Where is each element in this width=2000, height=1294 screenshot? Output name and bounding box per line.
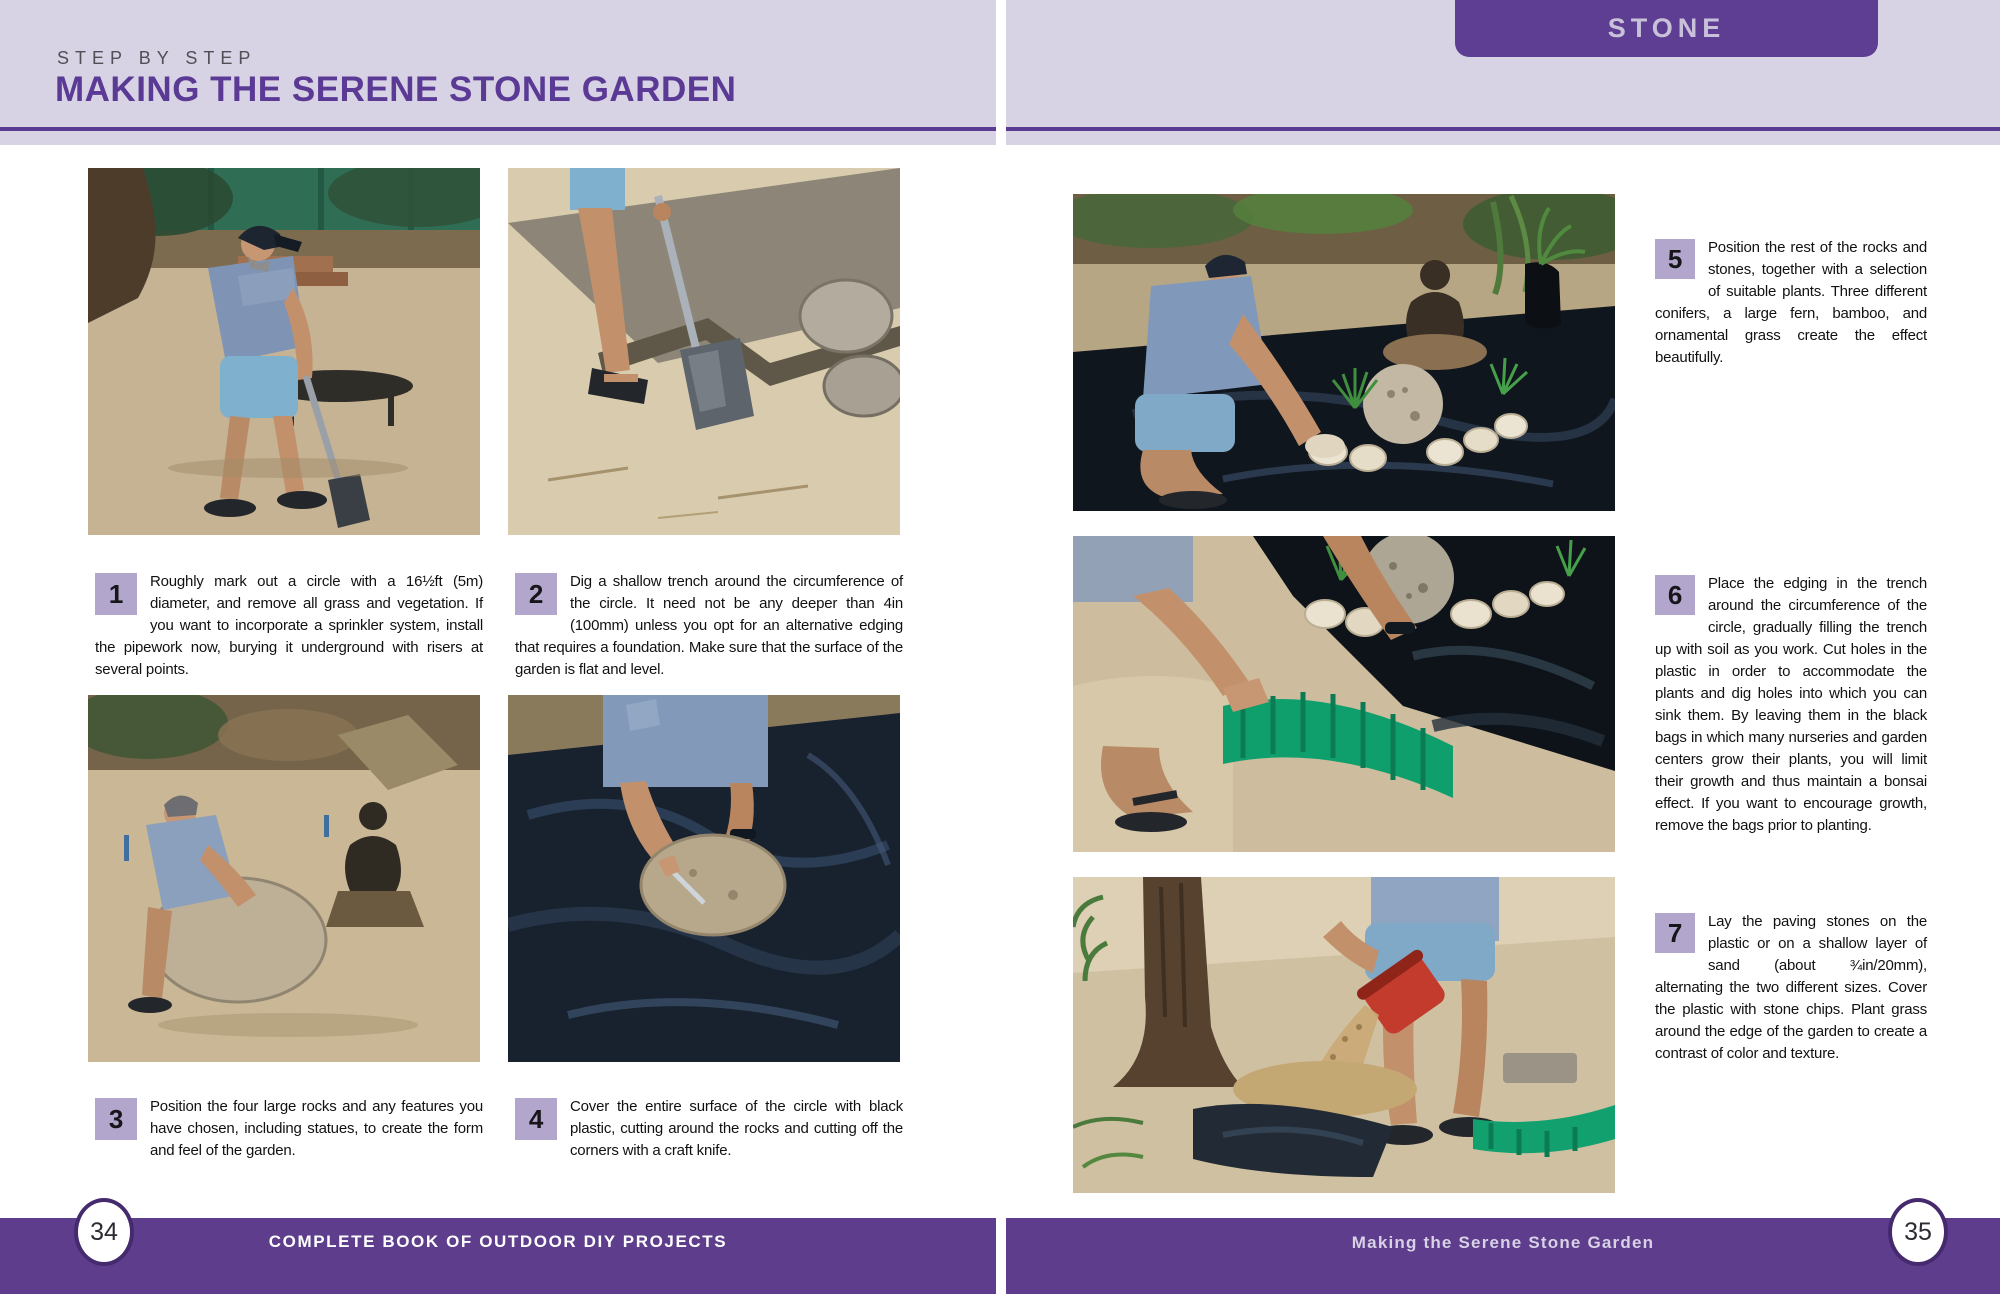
step-text-5: Position the rest of the rocks and stones, together with a selection of suitable plants. Three different conifers, a large fern, bamboo, and ornamental grass create the effect beautifully. [1655, 239, 1927, 366]
caption-step-2 [515, 571, 903, 681]
step-number-1: 1 [95, 573, 137, 615]
section-tab-stone [1455, 0, 1878, 57]
photo-step-3-illustration [88, 695, 480, 1062]
page-left [0, 0, 996, 1294]
step-text-7: Lay the paving stones on the plastic or on a shallow layer of sand (about ¾in/20mm), alternating the two different sizes. Cover the plastic with stone chips. Plant grass around the edge of the garden to create a contrast of color and texture. [1655, 913, 1927, 1062]
photo-step-6-illustration [1073, 536, 1615, 852]
section-tab-label: STONE [1607, 13, 1726, 43]
footer-chapter-title: Making the Serene Stone Garden [1351, 1233, 1655, 1252]
step-number-6: 6 [1655, 575, 1695, 615]
photo-step-7-illustration [1073, 877, 1615, 1193]
step-text-2: Dig a shallow trench around the circumference of the circle. It need not be any deeper than 4in (100mm) unless you opt for an alternative edging that requires a foundation. Make sure that the surface of the garden is flat and level. [515, 573, 903, 678]
step-number-7: 7 [1655, 913, 1695, 953]
page-title: MAKING THE SERENE STONE GARDEN [55, 70, 737, 109]
step-text-1: Roughly mark out a circle with a 16½ft (5m) diameter, and remove all grass and vegetation. If you want to incorporate a sprinkler system, install the pipework now, burying it underground with risers at several points. [95, 573, 483, 678]
photo-step-4 [508, 695, 900, 1062]
caption-step-7 [1655, 911, 1927, 1065]
caption-step-1 [95, 571, 483, 681]
step-number-3: 3 [95, 1098, 137, 1140]
photo-step-1-illustration [88, 168, 480, 535]
photo-step-5-illustration [1073, 194, 1615, 511]
footer-bar-left [0, 1218, 996, 1294]
footer-bar-right [1006, 1218, 2000, 1294]
step-number-4: 4 [515, 1098, 557, 1140]
photo-step-3 [88, 695, 480, 1062]
caption-step-3 [95, 1096, 483, 1162]
photo-step-1 [88, 168, 480, 535]
page-number-34: 34 [74, 1198, 134, 1266]
header-rule-right [1006, 127, 2000, 131]
photo-step-2-illustration [508, 168, 900, 535]
step-number-5: 5 [1655, 239, 1695, 279]
page-number-35: 35 [1888, 1198, 1948, 1266]
photo-step-5 [1073, 194, 1615, 511]
caption-step-4 [515, 1096, 903, 1162]
photo-step-4-illustration [508, 695, 900, 1062]
photo-step-2 [508, 168, 900, 535]
step-text-3: Position the four large rocks and any features you have chosen, including statues, to create the form and feel of the garden. [150, 1098, 483, 1159]
photo-step-6 [1073, 536, 1615, 852]
step-number-2: 2 [515, 573, 557, 615]
footer-book-title: COMPLETE BOOK OF OUTDOOR DIY PROJECTS [268, 1232, 728, 1251]
step-text-4: Cover the entire surface of the circle with black plastic, cutting around the rocks and cutting off the corners with a craft knife. [570, 1098, 903, 1159]
caption-step-5 [1655, 237, 1927, 369]
photo-step-7 [1073, 877, 1615, 1193]
page-right [1006, 0, 2000, 1294]
step-text-6: Place the edging in the trench around the circumference of the circle, gradually filling the trench up with soil as you work. Cut holes in the plastic in order to accommodate the plants and dig holes into which you can sink them. By leaving them in the black bags in which many nurseries and garden centers grow their plants, you will limit their growth and thus maintain a bonsai effect. If you want to encourage growth, remove the bags prior to planting. [1655, 575, 1927, 834]
eyebrow-step-by-step: STEP BY STEP [57, 48, 257, 68]
caption-step-6 [1655, 573, 1927, 837]
header-rule-left [0, 127, 996, 131]
